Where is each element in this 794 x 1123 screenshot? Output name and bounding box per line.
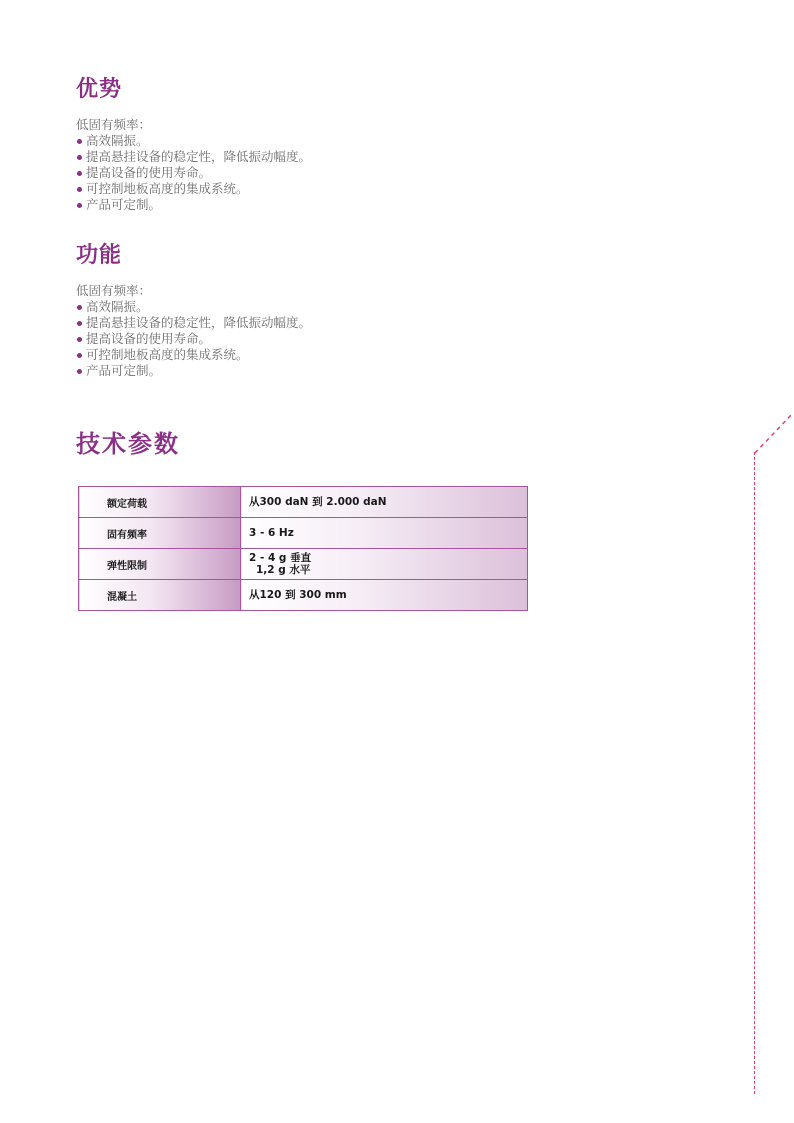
bullet-icon [77,305,82,310]
list-item: 高效隔振。 [76,299,311,315]
list-item: 提高设备的使用寿命。 [76,331,311,347]
table-row [79,518,528,549]
list-item: 高效隔振。 [76,133,311,149]
advantages-intro: 低固有频率： [76,117,152,132]
advantages-section [76,72,311,213]
spec-value: 2 - 4 g 垂直 1,2 g 水平 [241,549,528,580]
spec-value: 3 - 6 Hz [241,518,528,549]
specs-table [78,486,528,611]
fold-guide-line [754,452,755,1094]
bullet-icon [77,155,82,160]
advantages-title: 优势 [76,77,123,102]
spec-label: 额定荷载 [79,487,241,518]
bullet-icon [77,187,82,192]
functions-intro: 低固有频率： [76,283,152,298]
list-item: 可控制地板高度的集成系统。 [76,181,311,197]
list-item: 可控制地板高度的集成系统。 [76,347,311,363]
spec-label: 混凝土 [79,580,241,611]
spec-label: 固有频率 [79,518,241,549]
functions-section [76,238,311,379]
bullet-icon [77,369,82,374]
spec-value: 从300 daN 到 2.000 daN [241,487,528,518]
bullet-icon [77,337,82,342]
table-row [79,580,528,611]
bullet-icon [77,139,82,144]
list-item: 提高悬挂设备的稳定性，降低振动幅度。 [76,315,311,331]
functions-title: 功能 [76,243,123,268]
list-item: 提高悬挂设备的稳定性，降低振动幅度。 [76,149,311,165]
specs-section [76,424,180,459]
advantages-list [76,133,311,213]
spec-label: 弹性限制 [79,549,241,580]
fold-guide-diagonal [754,412,794,454]
bullet-icon [77,203,82,208]
table-row [79,549,528,580]
bullet-icon [77,171,82,176]
bullet-icon [77,353,82,358]
table-row [79,487,528,518]
list-item: 提高设备的使用寿命。 [76,165,311,181]
list-item: 产品可定制。 [76,197,311,213]
bullet-icon [77,321,82,326]
list-item: 产品可定制。 [76,363,311,379]
specs-title: 技术参数 [76,430,180,458]
spec-value: 从120 到 300 mm [241,580,528,611]
functions-list [76,299,311,379]
